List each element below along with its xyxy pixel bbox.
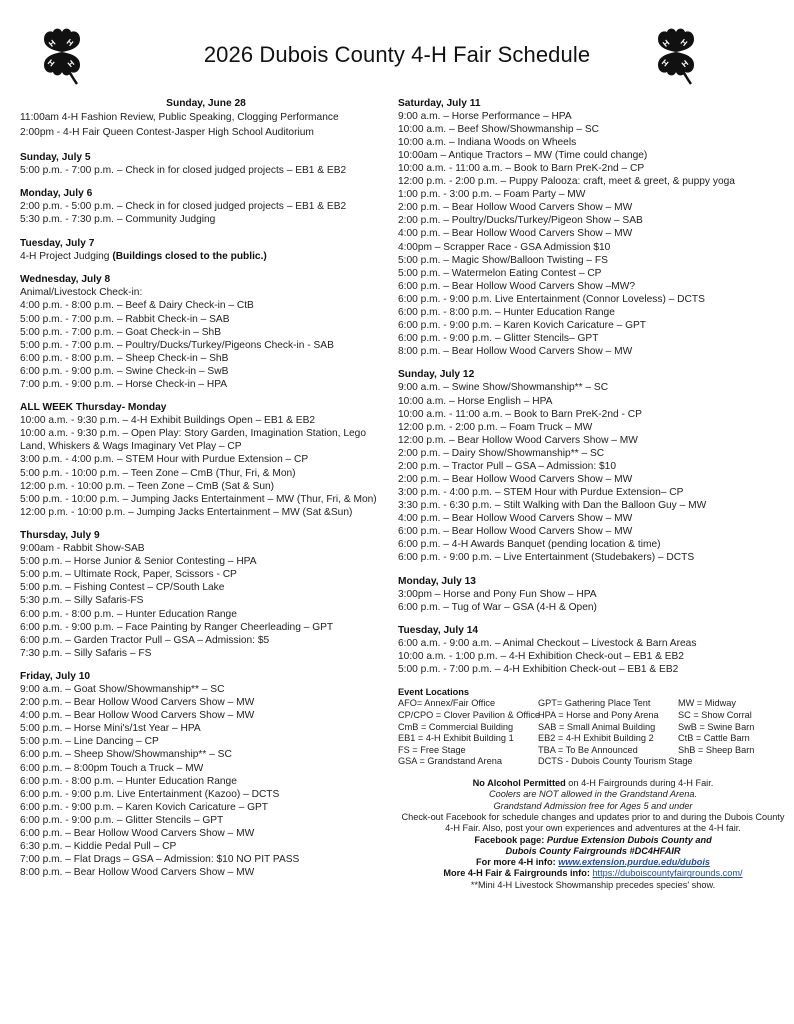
event-locations-heading: Event Locations bbox=[398, 686, 469, 697]
schedule-item: 5:00 p.m. – Fishing Contest – CP/South Lake bbox=[20, 582, 225, 594]
schedule-item: 10:00 a.m. - 1:00 p.m. – 4-H Exhibition Check-out – EB1 & EB2 bbox=[398, 651, 684, 663]
section-sunday-july-12 bbox=[398, 368, 788, 564]
facebook-note: Check-out Facebook for schedule changes and updates prior to and during the Dubois County 4-H Fair. Also, post your own experiences and adventures at the 4-H fair. bbox=[401, 811, 785, 834]
schedule-item: 4:00 p.m. – Bear Hollow Wood Carvers Show – MW bbox=[398, 512, 633, 524]
schedule-item: 5:30 p.m. – Silly Safaris-FS bbox=[20, 595, 144, 607]
schedule-item: 6:00 p.m. - 9:00 p.m. Live Entertainment (Connor Loveless) – DCTS bbox=[398, 293, 705, 305]
schedule-item: 10:00 a.m. - 11:00 a.m. – Book to Barn PreK-2nd - CP bbox=[398, 408, 642, 420]
schedule-item: 6:00 p.m. - 8:00 p.m. – Hunter Education Range bbox=[398, 306, 615, 318]
day-heading: Sunday, July 5 bbox=[20, 151, 91, 163]
schedule-item: 4:00pm – Scrapper Race - GSA Admission $10 bbox=[398, 241, 611, 253]
schedule-item: 2:00 p.m. – Poultry/Ducks/Turkey/Pigeon Show – SAB bbox=[398, 215, 643, 227]
section-all-week bbox=[20, 401, 392, 518]
schedule-item: 5:00 p.m. - 7:00 p.m. – 4-H Exhibition Check-out – EB1 & EB2 bbox=[398, 664, 679, 676]
schedule-item: 7:00 p.m. – Flat Drags – GSA – Admission: $10 NO PIT PASS bbox=[20, 853, 300, 865]
schedule-item: 9:00 a.m. – Horse Performance – HPA bbox=[398, 111, 572, 123]
schedule-item: 11:00am 4-H Fashion Review, Public Speaking, Clogging Performance bbox=[20, 112, 339, 124]
schedule-item: 8:00 p.m. – Bear Hollow Wood Carvers Show – MW bbox=[398, 345, 633, 357]
schedule-item: 12:00 p.m. - 10:00 p.m. – Jumping Jacks Entertainment – MW (Sat &Sun) bbox=[20, 506, 353, 518]
grandstand-note: Grandstand Admission free for Ages 5 and under bbox=[493, 800, 693, 811]
schedule-item: 5:00 p.m. - 7:00 p.m. – Goat Check-in – ShB bbox=[20, 326, 222, 338]
schedule-item: 6:00 p.m. - 8:00 p.m. – Hunter Education Range bbox=[20, 775, 237, 787]
schedule-item: 1:00 p.m. - 3:00 p.m. – Foam Party – MW bbox=[398, 189, 586, 201]
schedule-item: 8:00 p.m. – Bear Hollow Wood Carvers Show – MW bbox=[20, 866, 255, 878]
svg-text:H: H bbox=[47, 38, 58, 49]
schedule-item: 6:00 p.m. - 9:00 p.m. – Karen Kovich Caricature – GPT bbox=[20, 801, 269, 813]
location-entry: AFO= Annex/Fair Office bbox=[398, 698, 496, 709]
location-entry: FS = Free Stage bbox=[398, 744, 466, 755]
day-heading: Sunday, July 12 bbox=[398, 369, 475, 381]
schedule-item: 5:00 p.m. – Magic Show/Balloon Twisting – FS bbox=[398, 254, 608, 266]
schedule-item: 9:00 a.m. – Swine Show/Showmanship** – SC bbox=[398, 382, 609, 394]
schedule-item: 12:00 p.m. - 10:00 p.m. – Teen Zone – CmB (Sat & Sun) bbox=[20, 480, 275, 492]
schedule-item: 10:00 a.m. – Horse English – HPA bbox=[398, 395, 553, 407]
schedule-item: 6:00 p.m. - 9:00 p.m. – Glitter Stencils– GPT bbox=[398, 332, 599, 344]
section-tuesday-july-14 bbox=[398, 624, 788, 676]
facebook-page-name: Purdue Extension Dubois County and bbox=[546, 834, 712, 845]
schedule-item: 6:00 p.m. - 9:00 p.m. – Live Entertainment (Studebakers) – DCTS bbox=[398, 552, 695, 564]
buildings-closed-note: (Buildings closed to the public.) bbox=[112, 250, 267, 262]
schedule-item: 2:00pm - 4-H Fair Queen Contest-Jasper High School Auditorium bbox=[20, 127, 314, 139]
schedule-item: 4:00 p.m. – Bear Hollow Wood Carvers Show – MW bbox=[398, 228, 633, 240]
svg-text:H: H bbox=[66, 58, 77, 70]
schedule-item: 10:00 a.m. - 9:30 p.m. – Open Play: Story Garden, Imagination Station, Lego Land, Whiskers & Wags Imaginary Vet Play – CP bbox=[20, 428, 367, 453]
schedule-item: 6:00 p.m. - 9:00 p.m. – Karen Kovich Caricature – GPT bbox=[398, 319, 647, 331]
fairgrounds-link[interactable]: https://duboiscountyfairgrounds.com/ bbox=[592, 868, 743, 879]
day-heading: Tuesday, July 14 bbox=[398, 625, 479, 637]
page-title: 2026 Dubois County 4-H Fair Schedule bbox=[203, 42, 591, 67]
schedule-item: 10:00 a.m. – Beef Show/Showmanship – SC bbox=[398, 124, 600, 136]
schedule-item: 12:00 p.m. - 2:00 p.m. – Puppy Palooza: craft, meet & greet, & puppy yoga bbox=[398, 176, 735, 188]
showmanship-footnote: **Mini 4-H Livestock Showmanship precedes species' show. bbox=[470, 879, 716, 890]
schedule-item: 10:00 a.m. - 9:30 p.m. – 4-H Exhibit Buildings Open – EB1 & EB2 bbox=[20, 415, 316, 427]
schedule-item: 3:00pm – Horse and Pony Fun Show – HPA bbox=[398, 588, 597, 600]
day-heading: Thursday, July 9 bbox=[20, 530, 100, 542]
schedule-item: 10:00 a.m. – Indiana Woods on Wheels bbox=[398, 137, 577, 149]
location-entry bbox=[678, 756, 788, 768]
schedule-item: 6:00 p.m. - 9:00 p.m. Live Entertainment (Kazoo) – DCTS bbox=[20, 788, 280, 800]
schedule-item: 5:00 p.m. - 7:00 p.m. – Check in for closed judged projects – EB1 & EB2 bbox=[20, 164, 347, 176]
day-heading: Friday, July 10 bbox=[20, 671, 91, 683]
section-sunday-june-28 bbox=[20, 97, 392, 140]
schedule-item: 6:00 p.m. – 8:00pm Touch a Truck – MW bbox=[20, 762, 204, 774]
schedule-item: 6:00 p.m. – Garden Tractor Pull – GSA – Admission: $5 bbox=[20, 634, 270, 646]
schedule-item: 6:00 p.m. - 9:00 p.m. – Face Painting by Ranger Cheerleading – GPT bbox=[20, 621, 334, 633]
section-friday-july-10 bbox=[20, 670, 392, 879]
schedule-item: 5:00 p.m. – Watermelon Eating Contest – CP bbox=[398, 267, 602, 279]
location-entry: EB1 = 4-H Exhibit Building 1 bbox=[398, 733, 514, 744]
day-heading: ALL WEEK Thursday- Monday bbox=[20, 402, 167, 414]
location-entry: CP/CPO = Clover Pavilion & Office bbox=[398, 710, 541, 721]
coolers-note: Coolers are NOT allowed in the Grandstand Arena. bbox=[488, 789, 697, 800]
schedule-item: 6:00 p.m. – Tug of War – GSA (4-H & Open) bbox=[398, 601, 597, 613]
svg-text:H: H bbox=[680, 58, 691, 70]
schedule-item: 6:00 p.m. - 8:00 p.m. – Sheep Check-in – ShB bbox=[20, 352, 229, 364]
schedule-item: 3:30 p.m. - 6:30 p.m. – Stilt Walking with Dan the Balloon Guy – MW bbox=[398, 499, 707, 511]
schedule-item: 9:00am - Rabbit Show-SAB bbox=[20, 543, 145, 555]
section-sunday-july-5 bbox=[20, 151, 392, 177]
section-thursday-july-9 bbox=[20, 529, 392, 659]
schedule-item: 7:30 p.m. – Silly Safaris – FS bbox=[20, 647, 152, 659]
schedule-item: 5:00 p.m. - 10:00 p.m. – Jumping Jacks Entertainment – MW (Thur, Fri, & Mon) bbox=[20, 493, 377, 505]
svg-text:H: H bbox=[659, 57, 671, 69]
fairgrounds-line bbox=[398, 868, 788, 879]
location-entry: EB2 = 4-H Exhibit Building 2 bbox=[538, 733, 654, 744]
location-entry: SAB = Small Animal Building bbox=[538, 721, 656, 732]
alcohol-note-rest: on 4-H Fairgrounds during 4-H Fair. bbox=[565, 778, 714, 789]
location-entry: MW = Midway bbox=[678, 698, 736, 709]
day-heading: Monday, July 6 bbox=[20, 188, 93, 200]
schedule-item: 6:00 p.m. – Bear Hollow Wood Carvers Show –MW? bbox=[398, 280, 636, 292]
schedule-item: 5:00 p.m. – Horse Mini's/1st Year – HPA bbox=[20, 723, 201, 735]
location-entry: SC = Show Corral bbox=[678, 710, 752, 721]
schedule-item: 6:00 p.m. – Sheep Show/Showmanship** – SC bbox=[20, 749, 232, 761]
schedule-item: 6:00 p.m. - 9:00 p.m. – Glitter Stencils – GPT bbox=[20, 814, 224, 826]
section-saturday-july-11 bbox=[398, 97, 788, 358]
facebook-page-line bbox=[398, 835, 788, 846]
day-heading: Wednesday, July 8 bbox=[20, 274, 111, 286]
schedule-item: 5:00 p.m. - 7:00 p.m. – Poultry/Ducks/Turkey/Pigeons Check-in - SAB bbox=[20, 339, 334, 351]
extension-link[interactable]: www.extension.purdue.edu/dubois bbox=[558, 857, 710, 868]
section-wednesday-july-8 bbox=[20, 273, 392, 390]
four-h-clover-icon bbox=[650, 26, 702, 86]
location-entry: DCTS - Dubois County Tourism Stage bbox=[538, 756, 693, 767]
left-column bbox=[20, 97, 392, 889]
schedule-item: 2:00 p.m. – Tractor Pull – GSA – Admission: $10 bbox=[398, 460, 617, 472]
schedule-item: 6:00 p.m. - 9:00 p.m. – Swine Check-in – SwB bbox=[20, 365, 229, 377]
schedule-item: 2:00 p.m. – Dairy Show/Showmanship** – SC bbox=[398, 447, 605, 459]
schedule-item: 10:00am – Antique Tractors – MW (Time could change) bbox=[398, 150, 648, 162]
location-entry: GPT= Gathering Place Tent bbox=[538, 698, 651, 709]
item-text: 4-H Project Judging bbox=[20, 250, 113, 262]
location-entry: SwB = Swine Barn bbox=[678, 721, 755, 732]
fairgrounds-label: More 4-H Fair & Fairgrounds info: bbox=[443, 868, 593, 879]
schedule-item: 10:00 a.m. - 11:00 a.m. – Book to Barn PreK-2nd – CP bbox=[398, 163, 645, 175]
schedule-item: 12:00 p.m. – Bear Hollow Wood Carvers Show – MW bbox=[398, 434, 638, 446]
info-line bbox=[398, 857, 788, 868]
section-tuesday-july-7 bbox=[20, 237, 392, 263]
schedule-item: 5:00 p.m. – Ultimate Rock, Paper, Scissors - CP bbox=[20, 569, 237, 581]
schedule-item: 6:00 p.m. - 8:00 p.m. – Hunter Education Range bbox=[20, 608, 237, 620]
schedule-item: 2:00 p.m. – Bear Hollow Wood Carvers Show – MW bbox=[398, 202, 633, 214]
schedule-item: 6:00 p.m. – Bear Hollow Wood Carvers Show – MW bbox=[398, 526, 633, 537]
schedule-item: 4:00 p.m. – Bear Hollow Wood Carvers Show – MW bbox=[20, 710, 255, 722]
svg-text:H: H bbox=[45, 57, 57, 69]
alcohol-note bbox=[398, 778, 788, 789]
schedule-item: 2:00 p.m. – Bear Hollow Wood Carvers Show – MW bbox=[20, 697, 255, 709]
day-heading: Saturday, July 11 bbox=[398, 98, 481, 109]
schedule-item: 9:00 a.m. – Goat Show/Showmanship** – SC bbox=[20, 684, 225, 696]
schedule-item: 3:00 p.m. - 4:00 p.m. – STEM Hour with Purdue Extension – CP bbox=[20, 454, 309, 466]
location-entry: ShB = Sheep Barn bbox=[678, 744, 755, 755]
alcohol-note-bold: No Alcohol Permitted bbox=[472, 778, 566, 789]
info-label: For more 4-H info: bbox=[476, 857, 559, 868]
schedule-item: 4:00 p.m. - 8:00 p.m. – Beef & Dairy Check-in – CtB bbox=[20, 300, 254, 312]
svg-text:H: H bbox=[678, 37, 689, 48]
schedule-item: 12:00 p.m. - 2:00 p.m. – Foam Truck – MW bbox=[398, 421, 593, 433]
notes-block bbox=[398, 778, 788, 891]
schedule-item: 7:00 p.m. - 9:00 p.m. – Horse Check-in – HPA bbox=[20, 378, 228, 390]
schedule-item: 2:00 p.m. – Bear Hollow Wood Carvers Show – MW bbox=[398, 473, 633, 485]
schedule-item: 5:30 p.m. - 7:30 p.m. – Community Judging bbox=[20, 214, 216, 226]
schedule-item bbox=[20, 250, 392, 263]
schedule-item: 5:00 p.m. – Horse Junior & Senior Contesting – HPA bbox=[20, 556, 257, 568]
location-entry: TBA = To Be Announced bbox=[538, 744, 638, 755]
schedule-item: 5:00 p.m. - 10:00 p.m. – Teen Zone – CmB (Thur, Fri, & Mon) bbox=[20, 467, 296, 479]
facebook-page-label: Facebook page: bbox=[474, 834, 547, 845]
schedule-item: 6:00 p.m. – 4-H Awards Banquet (pending location & time) bbox=[398, 539, 661, 551]
day-heading: Monday, July 13 bbox=[398, 575, 476, 587]
schedule-item: 2:00 p.m. - 5:00 p.m. – Check in for closed judged projects – EB1 & EB2 bbox=[20, 201, 347, 213]
schedule-item: 6:30 p.m. – Kiddie Pedal Pull – CP bbox=[20, 840, 177, 852]
location-entry: CmB = Commercial Building bbox=[398, 721, 514, 732]
day-heading: Sunday, June 28 bbox=[166, 98, 246, 109]
location-entry: GSA = Grandstand Arena bbox=[398, 756, 502, 767]
location-entry: CtB = Cattle Barn bbox=[678, 733, 750, 744]
right-column bbox=[398, 97, 788, 891]
event-locations-grid bbox=[398, 698, 788, 768]
schedule-item: 5:00 p.m. – Line Dancing – CP bbox=[20, 736, 159, 748]
event-locations bbox=[398, 687, 788, 768]
schedule-item: 6:00 a.m. - 9:00 a.m. – Animal Checkout – Livestock & Barn Areas bbox=[398, 638, 697, 650]
day-heading: Tuesday, July 7 bbox=[20, 237, 95, 249]
svg-text:H: H bbox=[64, 37, 75, 48]
section-monday-july-13 bbox=[398, 575, 788, 614]
schedule-item: Animal/Livestock Check-in: bbox=[20, 287, 143, 299]
location-entry: HPA = Horse and Pony Arena bbox=[538, 710, 659, 721]
facebook-page-name-2: Dubois County Fairgrounds #DC4HFAIR bbox=[505, 845, 681, 856]
schedule-item: 5:00 p.m. - 7:00 p.m. – Rabbit Check-in – SAB bbox=[20, 313, 230, 325]
section-monday-july-6 bbox=[20, 187, 392, 226]
schedule-item: 6:00 p.m. – Bear Hollow Wood Carvers Show – MW bbox=[20, 827, 255, 839]
svg-text:H: H bbox=[661, 38, 672, 49]
schedule-item: 3:00 p.m. - 4:00 p.m. – STEM Hour with Purdue Extension– CP bbox=[398, 486, 684, 498]
